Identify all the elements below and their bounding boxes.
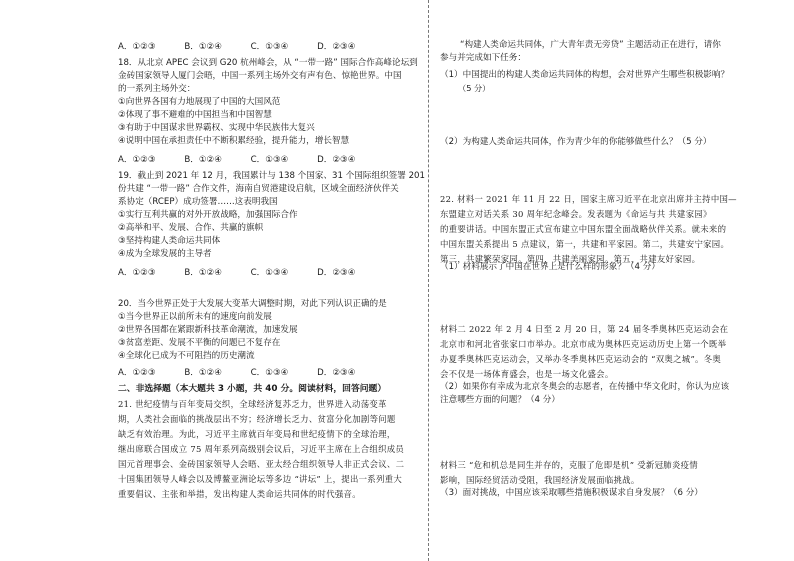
statement-4: ④成为全球发展的主导者 bbox=[118, 249, 212, 259]
section-heading: 二、非选择题（本大题共 3 小题，共 40 分。阅读材料，回答问题） bbox=[118, 384, 387, 394]
option-c: C．①③④ bbox=[250, 368, 289, 378]
q22-sub-question-3: （3）面对挑战，中国应该采取哪些措施积极谋求自身发展？（6 分） bbox=[440, 488, 703, 498]
q19-options bbox=[118, 266, 381, 278]
activity-intro-line: “构建人类命运共同体，广大青年责无旁贷” 主题活动正在进行，请你 bbox=[460, 40, 721, 50]
material-line: 办夏季奥林匹克运动会，又举办冬季奥林匹克运动会的 “双奥之城”。冬奥 bbox=[440, 354, 722, 364]
statement-4: ④说明中国在承担责任中不断积累经验，提升能力，增长智慧 bbox=[118, 136, 350, 146]
statement-3: ③贫富差距、发展不平衡的问题已不复存在 bbox=[118, 338, 281, 348]
option-b: B．①②④ bbox=[184, 368, 222, 378]
option-b: B．①②④ bbox=[184, 42, 222, 52]
statement-2: ②体现了事不避难的中国担当和中国智慧 bbox=[118, 110, 272, 120]
option-b: B．①②④ bbox=[184, 155, 222, 165]
statement-1: ①向世界各国有力地展现了中国的大国风范 bbox=[118, 97, 281, 107]
column-divider bbox=[428, 0, 429, 561]
option-a: A．①②③ bbox=[118, 42, 156, 52]
material-line: 21. 世纪疫情与百年变局交织，全球经济复苏乏力，世界进入动荡变革 bbox=[118, 399, 387, 409]
q22-sub-question-2: （2）如果你有幸成为北京冬奥会的志愿者，在传播中华文化时，你认为应该 bbox=[440, 382, 730, 392]
material-line: 22. 材料一 2021 年 11 月 22 日，国家主席习近平在北京出席并主持中国— bbox=[440, 194, 737, 204]
q21-sub-question-1: （1）中国提出的构建人类命运共同体的构想，会对世界产生哪些积极影响？ bbox=[440, 70, 730, 80]
option-b: B．①②④ bbox=[184, 268, 222, 278]
material-line: 材料二 2022 年 2 月 4 日至 2 月 20 日，第 24 届冬季奥林匹克运动会在 bbox=[440, 324, 729, 334]
material-line: 第三，共建繁荣家园。第四，共建美丽家园。第五，共建友好家园。 bbox=[440, 254, 701, 264]
question-line: 19．截止到 2021 年 12 月，我国累计与 138 个国家、31 个国际组织签署 201 bbox=[118, 171, 425, 181]
statement-2: ②世界各国都在紧跟新科技革命潮流，加速发展 bbox=[118, 325, 298, 335]
material-line: 期，人类社会面临的挑战层出不穷；经济增长乏力、贫富分化加剧等问题 bbox=[118, 414, 396, 424]
material-line: 会不仅是一场体育盛会，也是一场文化盛会。 bbox=[440, 369, 614, 379]
option-d: D．②③④ bbox=[317, 155, 356, 165]
question-line: 系协定（RCEP）成功签署……这表明我国 bbox=[118, 197, 278, 207]
material-line: 影响，国际经贸活动受阻，我国经济发展面临挑战。 bbox=[440, 475, 640, 485]
question-line: 金砖国家领导人厦门会晤，中国一系列主场外交有声有色、惊艳世界。中国 bbox=[118, 71, 402, 81]
q18-options bbox=[118, 153, 381, 165]
q21-sub-question-1-score: （5 分） bbox=[458, 83, 491, 93]
material-line: 的重要讲话。中国东盟正式宣布建立中国东盟全面战略伙伴关系。就未来的 bbox=[440, 224, 727, 234]
statement-3: ③有助于中国谋求世界霸权、实现中华民族伟大复兴 bbox=[118, 123, 315, 133]
material-line: 中国东盟关系提出 5 点建议，第一，共建和平家园。第二，共建安宁家园。 bbox=[440, 239, 730, 249]
material-line: 北京市和河北省张家口市举办。北京市成为奥林匹克运动历史上第一个既举 bbox=[440, 339, 727, 349]
option-d: D．②③④ bbox=[317, 42, 356, 52]
material-line: 缺乏有效治理。为此，习近平主席就百年变局和世纪疫情下的全球治理， bbox=[118, 429, 396, 439]
material-line: 东盟建立对话关系 30 周年纪念峰会。发表题为《命运与共 共建家园》 bbox=[440, 209, 712, 219]
material-line: 继出席联合国成立 75 周年系列高级别会议后，习近平主席在上合组织成员 bbox=[118, 444, 405, 454]
material-line: 重要倡议、主张和举措，发出构建人类命运共同体的时代强音。 bbox=[118, 489, 361, 499]
question-line: 份共建 “一带一路” 合作文件，海南自贸港建设启航，区域全面经济伙伴关 bbox=[118, 184, 399, 194]
question-line: 20．当今世界正处于大发展大变革大调整时期，对此下列认识正确的是 bbox=[118, 299, 387, 309]
material-line: 十国集团领导人峰会以及博鳌亚洲论坛等多边 “讲坛” 上，提出一系列重大 bbox=[118, 474, 403, 484]
option-a: A．①②③ bbox=[118, 155, 156, 165]
question-line: 18．从北京 APEC 会议到 G20 杭州峰会，从 “一带一路” 国际合作高峰论坛到 bbox=[118, 58, 418, 68]
statement-3: ③坚持构建人类命运共同体 bbox=[118, 236, 221, 246]
q20-options bbox=[118, 366, 381, 378]
option-d: D．②③④ bbox=[317, 368, 356, 378]
activity-intro-line: 参与并完成如下任务： bbox=[440, 53, 526, 63]
q21-sub-question-2: （2）为构建人类命运共同体，作为青少年的你能够做些什么？（5 分） bbox=[440, 137, 712, 147]
q17-options bbox=[118, 40, 381, 52]
option-c: C．①③④ bbox=[250, 268, 289, 278]
option-c: C．①③④ bbox=[250, 42, 289, 52]
statement-1: ①实行互利共赢的对外开放战略，加强国际合作 bbox=[118, 210, 298, 220]
option-a: A．①②③ bbox=[118, 368, 156, 378]
material-line: 材料三 “危和机总是同生并存的，克服了危即是机” 受新冠肺炎疫情 bbox=[440, 460, 698, 470]
material-line: 国元首理事会、金砖国家领导人会晤、亚太经合组织领导人非正式会议、二 bbox=[118, 459, 405, 469]
q22-sub-question-2: 注意哪些方面的问题？（4 分） bbox=[440, 395, 560, 405]
option-a: A．①②③ bbox=[118, 268, 156, 278]
statement-4: ④全球化已成为不可阻挡的历史潮流 bbox=[118, 351, 255, 361]
statement-2: ②高举和平、发展、合作、共赢的旗帜 bbox=[118, 223, 264, 233]
option-c: C．①③④ bbox=[250, 155, 289, 165]
question-line: 的一系列主场外交： bbox=[118, 84, 196, 94]
option-d: D．②③④ bbox=[317, 268, 356, 278]
statement-1: ①当今世界正以前所未有的速度向前发展 bbox=[118, 312, 272, 322]
q22-sub-question-1: （1）材料展示了中国在世界上是什么样的形象？（4 分） bbox=[440, 262, 660, 272]
